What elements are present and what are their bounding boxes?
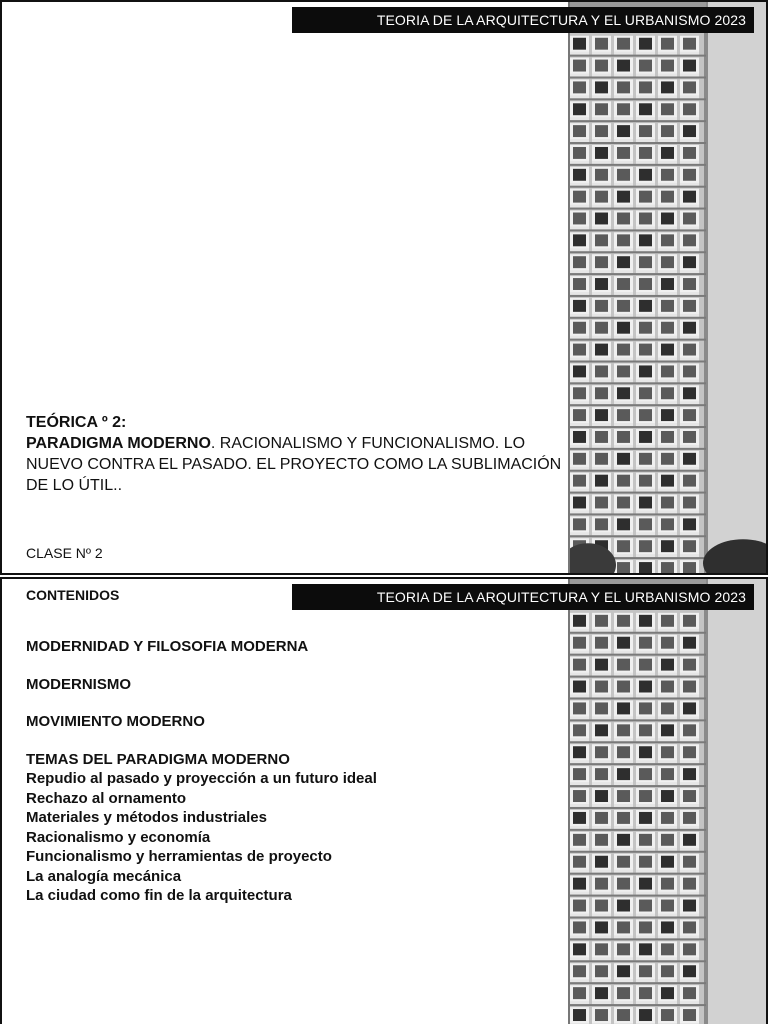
- course-header: [292, 7, 754, 33]
- building-photo: [568, 579, 766, 1024]
- slide-contents: [0, 577, 768, 1024]
- topic-item: Rechazo al ornamento: [26, 789, 187, 807]
- topic-item: La ciudad como fin de la arquitectura: [26, 887, 292, 904]
- section-temas: TEMAS DEL PARADIGMA MODERNO: [26, 750, 290, 768]
- topic-item: Repudio al pasado y proyección a un futuro ideal: [26, 770, 377, 787]
- class-number: CLASE Nº 2: [26, 545, 103, 561]
- building-photo: [568, 2, 766, 573]
- section-modernidad: MODERNIDAD Y FILOSOFIA MODERNA: [26, 638, 309, 655]
- course-header-text: TEORIA DE LA ARQUITECTURA Y EL URBANISMO 2023: [376, 589, 746, 605]
- course-header: [292, 584, 754, 610]
- paradigm-subtitle: . RACIONALISMO Y FUNCIONALISMO. LO NUEVO CONTRA EL PASADO. EL PROYECTO COMO LA SUBLIMACIÓN DE LO ÚTIL..: [26, 435, 562, 494]
- lecture-title: [26, 412, 571, 496]
- topic-item: Racionalismo y economía: [26, 828, 211, 846]
- paradigm-title: PARADIGMA MODERNO: [26, 435, 211, 452]
- course-header-text: TEORIA DE LA ARQUITECTURA Y EL URBANISMO 2023: [376, 12, 746, 28]
- section-movimiento-moderno: MOVIMIENTO MODERNO: [26, 713, 205, 730]
- topic-item: La analogía mecánica: [26, 867, 182, 885]
- section-modernismo: MODERNISMO: [26, 675, 131, 693]
- contents-heading: CONTENIDOS: [26, 587, 120, 603]
- contents-list: [26, 637, 566, 906]
- topic-item: Funcionalismo y herramientas de proyecto: [26, 848, 332, 865]
- topic-item: Materiales y métodos industriales: [26, 809, 267, 826]
- lecture-number: TEÓRICA º 2:: [26, 414, 127, 431]
